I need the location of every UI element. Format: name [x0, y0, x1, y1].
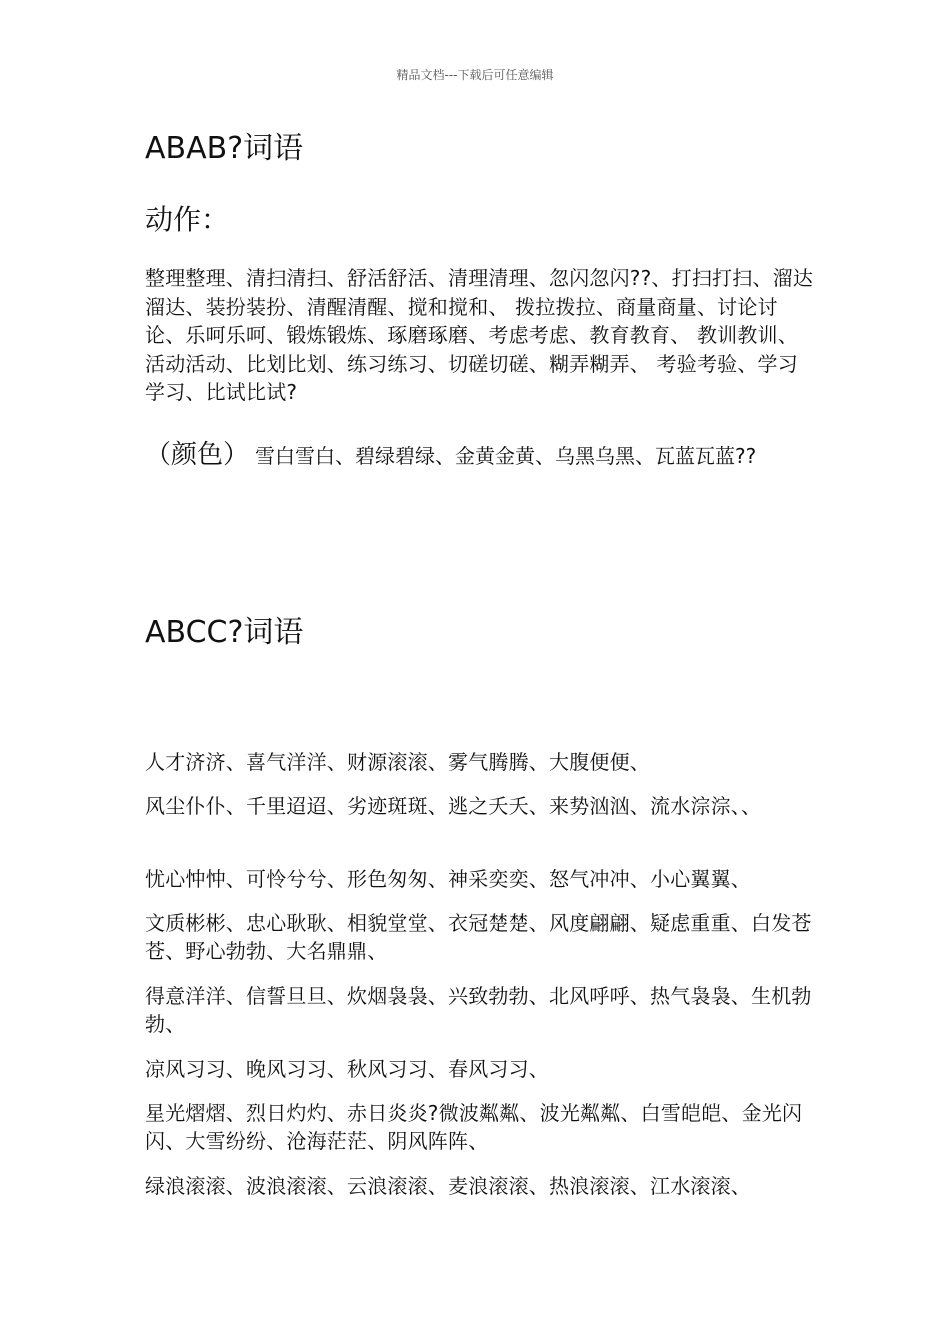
page-header: 精品文档---下载后可任意编辑 — [396, 68, 554, 82]
abcc-row: 文质彬彬、忠心耿耿、相貌堂堂、衣冠楚楚、风度翩翩、疑虑重重、白发苍苍、野心勃勃、大名鼎鼎、 — [145, 911, 812, 963]
abcc-row: 忧心忡忡、可怜兮兮、形色匆匆、神采奕奕、怒气冲冲、小心翼翼、 — [145, 867, 751, 891]
abcc-row: 风尘仆仆、千里迢迢、劣迹斑斑、逃之夭夭、来势汹汹、流水淙淙、、 — [145, 794, 762, 818]
color-word-line — [145, 434, 845, 471]
color-label: （颜色） — [145, 440, 250, 470]
abcc-row: 凉风习习、晚风习习、秋风习习、春风习习、 — [145, 1057, 549, 1081]
color-word-list: 雪白雪白、碧绿碧绿、金黄金黄、乌黑乌黑、瓦蓝瓦蓝?? — [255, 444, 757, 468]
abcc-row: 得意洋洋、信誓旦旦、炊烟袅袅、兴致勃勃、北风呼呼、热气袅袅、生机勃勃、 — [145, 984, 812, 1036]
actions-subheading: 动作： — [145, 203, 230, 236]
abcc-row: 绿浪滚滚、波浪滚滚、云浪滚滚、麦浪滚滚、热浪滚滚、江水滚滚、 — [145, 1174, 751, 1198]
abcc-row: 星光熠熠、烈日灼灼、赤日炎炎?微波粼粼、波光粼粼、白雪皑皑、金光闪闪、大雪纷纷、沧海茫茫、阴风阵阵、 — [145, 1101, 803, 1153]
abcc-row: 人才济济、喜气洋洋、财源滚滚、雾气腾腾、大腹便便、 — [145, 750, 650, 774]
abcc-heading: ABCC?词语 — [145, 615, 304, 650]
actions-word-list: 整理整理、清扫清扫、舒活舒活、清理清理、忽闪忽闪??、打扫打扫、溜达溜达、装扮装扮、清醒清醒、搅和搅和、 拨拉拨拉、商量商量、讨论讨论、乐呵乐呵、锻炼锻炼、琢磨琢磨、考虑考虑、教育教育、 教训教训、活动活动、比划比划、练习练习、切磋切磋、糊弄糊弄、 考验考验、学习学习、比试比试? — [145, 266, 814, 404]
abab-heading: ABAB?词语 — [145, 131, 304, 166]
